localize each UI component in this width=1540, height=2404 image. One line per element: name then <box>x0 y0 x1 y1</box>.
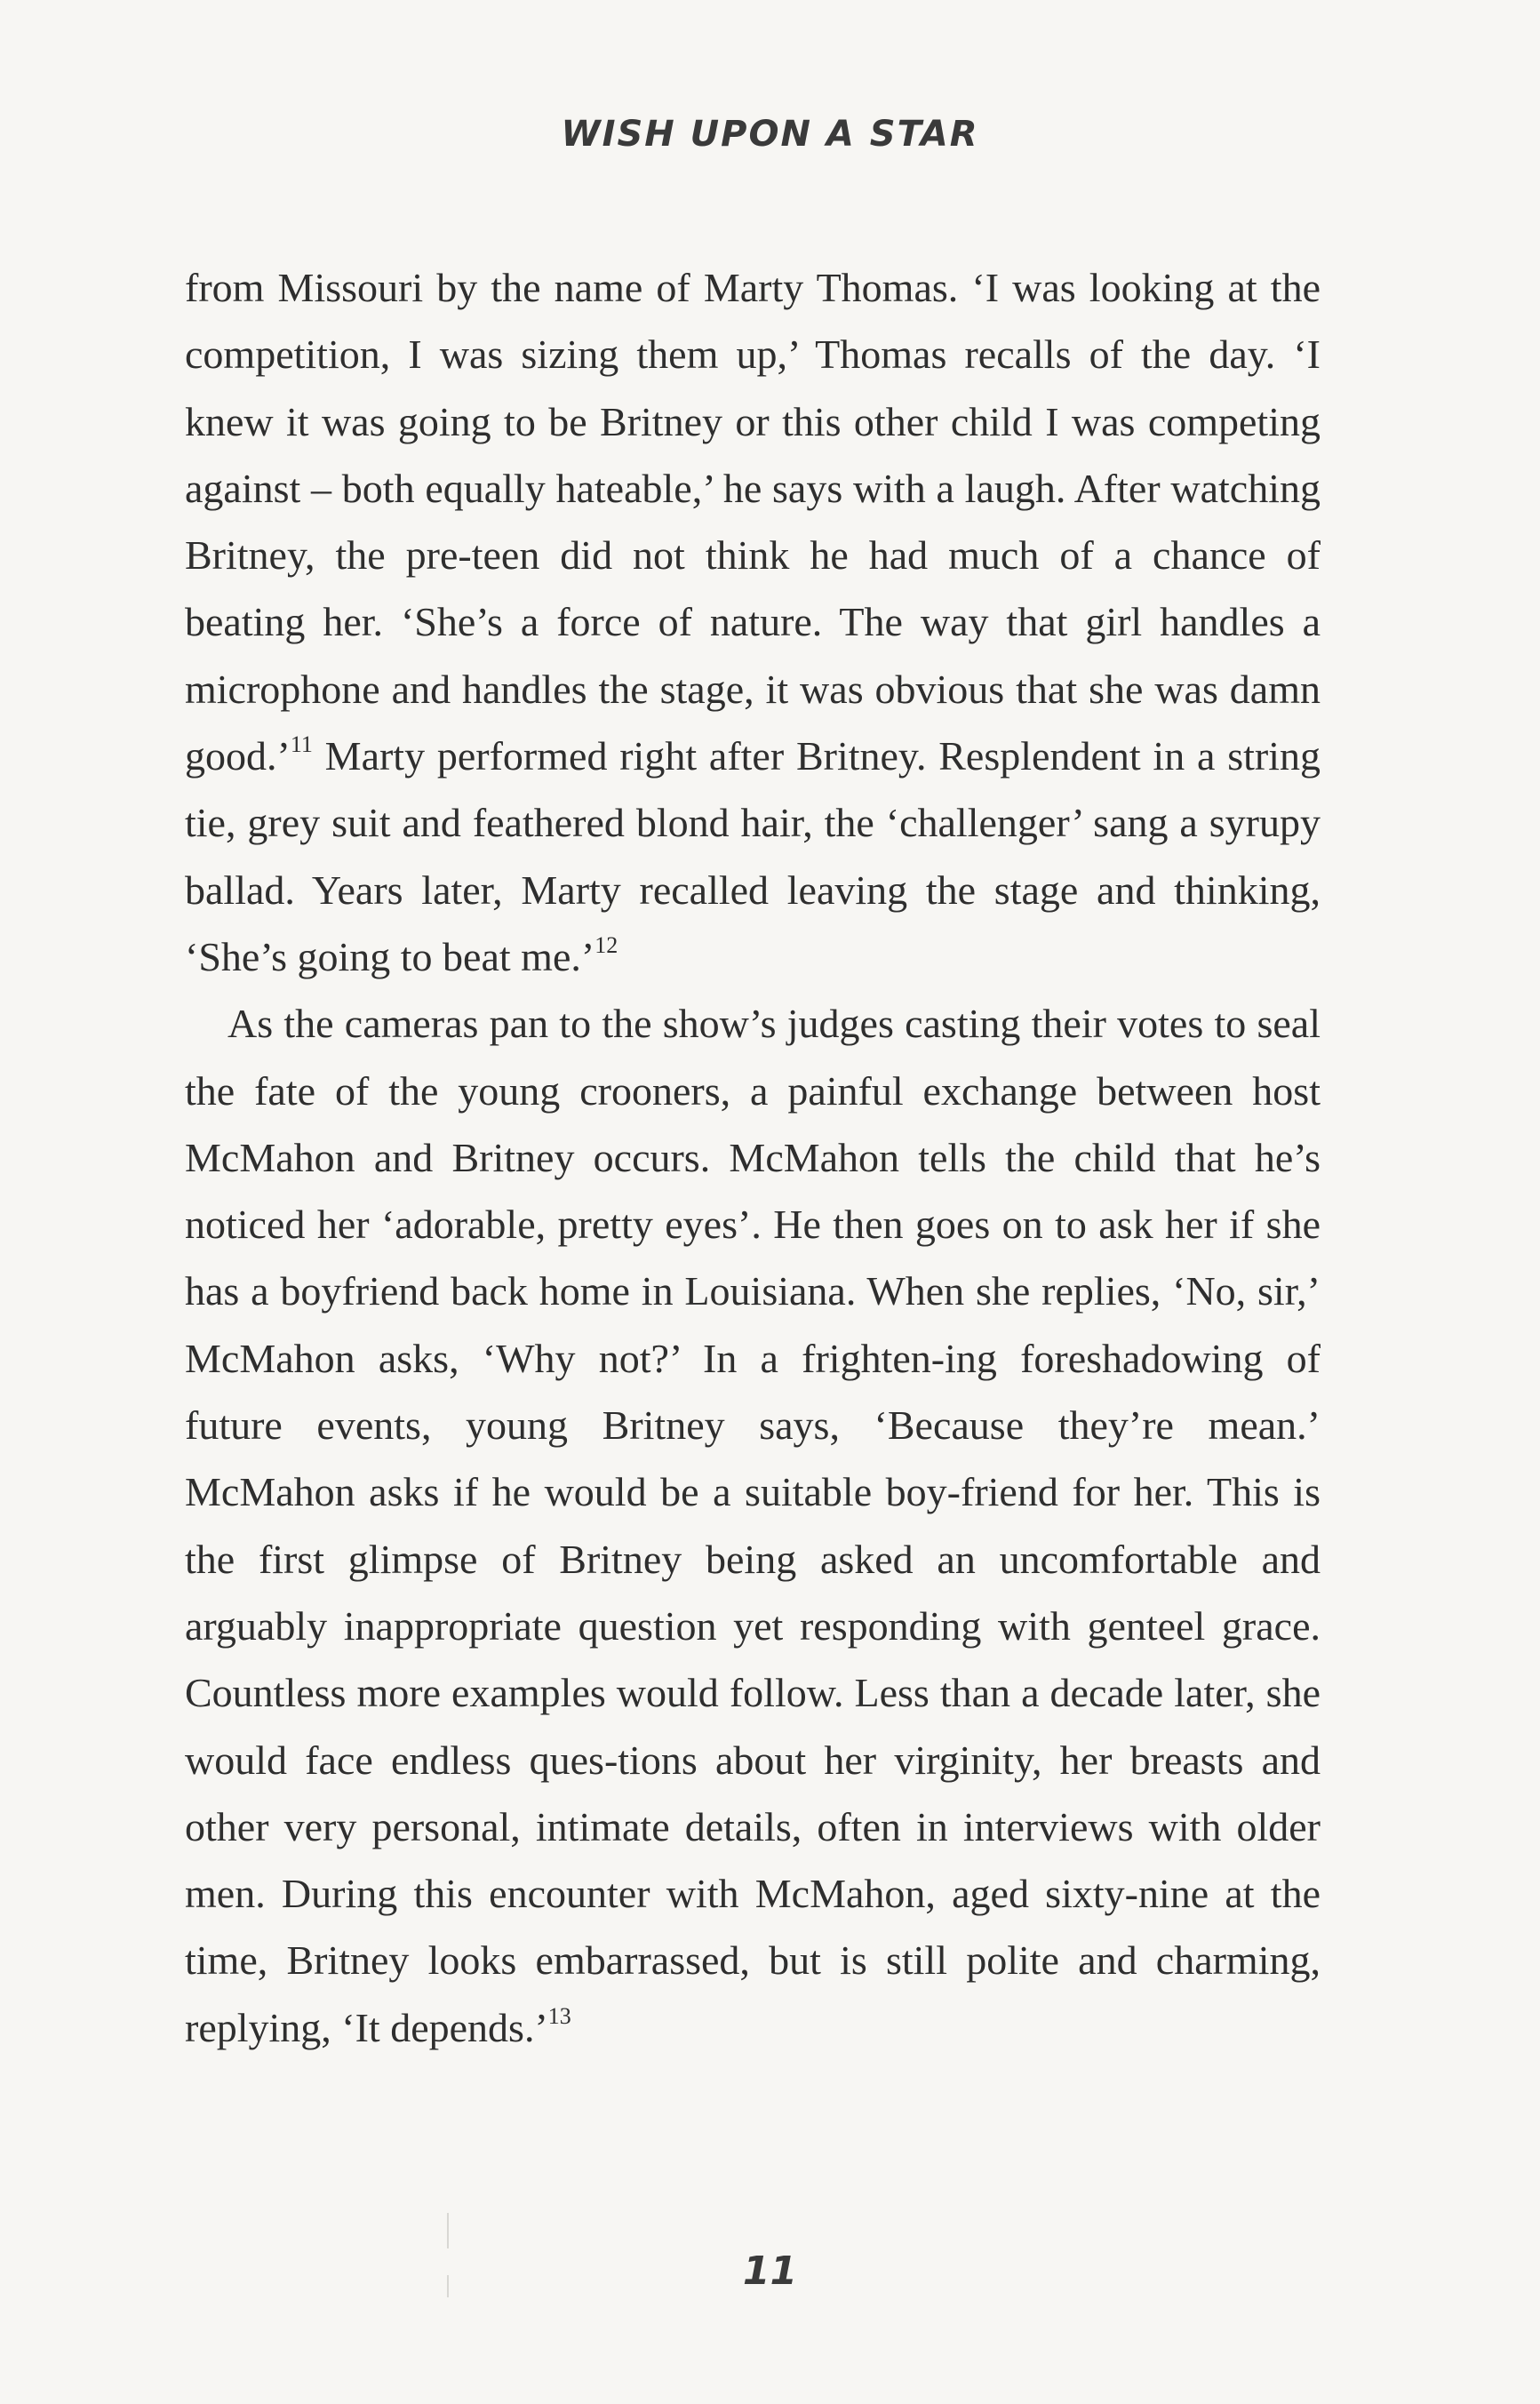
footnote-ref: 13 <box>547 2002 571 2029</box>
footnote-ref: 11 <box>290 731 313 758</box>
text-segment: from Missouri by the name of Marty Thomas. ‘I was looking at the competition, I was sizing them up,’ Thomas recalls of the day. ‘I knew it was going to be Britney or this other child I was competing against – both equally hateable,’ he says with a laugh. After watching Britney, the pre-teen did not think he had much of a chance of beating her. ‘She’s a force of nature. The way that girl handles a microphone and handles the stage, it was obvious that she was damn good.’ <box>185 265 1321 779</box>
page-number: 11 <box>742 2248 798 2294</box>
paragraph-2 <box>185 990 1321 2061</box>
running-head: WISH UPON A STAR <box>561 114 979 155</box>
paragraph-1 <box>185 254 1321 990</box>
body-text <box>185 254 1321 2061</box>
text-segment: Marty performed right after Britney. Resplendent in a string tie, grey suit and feathered blond hair, the ‘challenger’ sang a syrupy ballad. Years later, Marty recalled leaving the stage and thinking, ‘She’s going to beat me.’ <box>185 733 1321 979</box>
text-segment: As the cameras pan to the show’s judges casting their votes to seal the fate of the young crooners, a painful exchange between host McMahon and Britney occurs. McMahon tells the child that he’s noticed her ‘adorable, pretty eyes’. He then goes on to ask her if she has a boyfriend back home in Louisiana. When she replies, ‘No, sir,’ McMahon asks, ‘Why not?’ In a frighten-ing foreshadowing of future events, young Britney says, ‘Because they’re mean.’ McMahon asks if he would be a suitable boy-friend for her. This is the first glimpse of Britney being asked an uncomfortable and arguably inappropriate question yet responding with genteel grace. Countless more examples would follow. Less than a decade later, she would face endless ques-tions about her virginity, her breasts and other very personal, intimate details, often in interviews with older men. During this encounter with McMahon, aged sixty-nine at the time, Britney looks embarrassed, but is still polite and charming, replying, ‘It depends.’ <box>185 1001 1321 2050</box>
footnote-ref: 12 <box>594 931 618 958</box>
scan-mark <box>447 2213 449 2248</box>
